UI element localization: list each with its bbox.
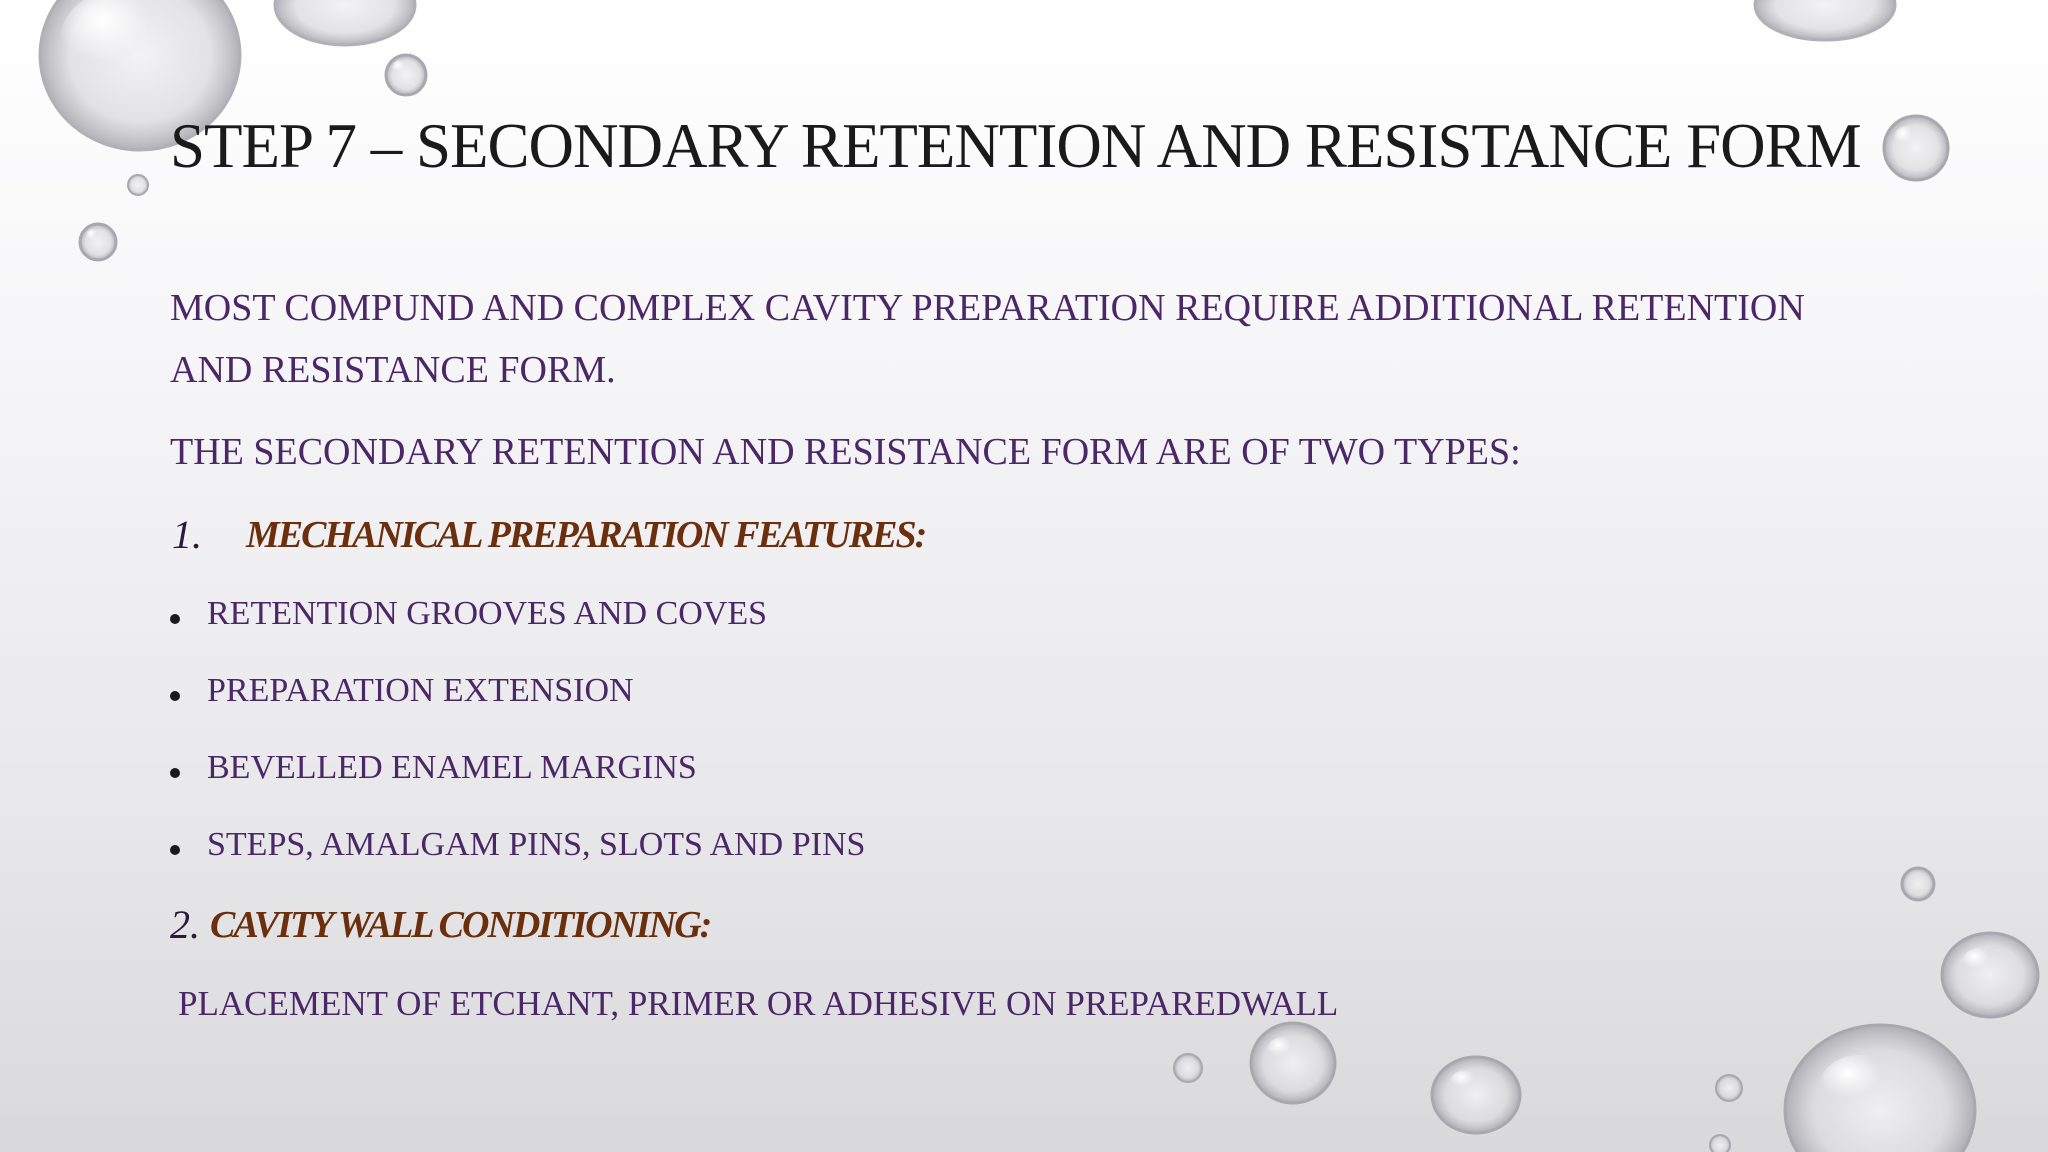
drop [386, 55, 426, 95]
list-item: PREPARATION EXTENSION [207, 672, 634, 709]
section2-heading: CAVITY WALL CONDITIONING: [210, 904, 711, 946]
section2-number: 2. [170, 902, 200, 947]
drop [1251, 1023, 1335, 1103]
bullet-dot [170, 845, 180, 855]
intro-text-line2: AND RESISTANCE FORM. [170, 349, 616, 391]
bullet-dot [170, 614, 180, 624]
drop [1884, 116, 1948, 180]
types-text: THE SECONDARY RETENTION AND RESISTANCE FORM ARE OF TWO TYPES: [170, 431, 1521, 473]
drop [1785, 1025, 1975, 1152]
drop [275, 0, 415, 45]
section2-text: PLACEMENT OF ETCHANT, PRIMER OR ADHESIVE ON PREPAREDWALL [178, 984, 1339, 1023]
drop [128, 175, 148, 195]
list-item: RETENTION GROOVES AND COVES [207, 595, 768, 632]
drop [1174, 1054, 1202, 1082]
drop [1942, 933, 2038, 1017]
slide-title: STEP 7 – SECONDARY RETENTION AND RESISTANCE FORM [170, 111, 1861, 181]
drop [1710, 1135, 1730, 1152]
drop [1902, 868, 1934, 900]
list-item: BEVELLED ENAMEL MARGINS [207, 749, 697, 786]
bullet-dot [170, 691, 180, 701]
section1-heading: MECHANICAL PREPARATION FEATURES: [246, 514, 926, 556]
drop [1432, 1057, 1520, 1133]
bullet-dot [170, 768, 180, 778]
intro-text-line1: MOST COMPUND AND COMPLEX CAVITY PREPARATION REQUIRE ADDITIONAL RETENTION [170, 287, 1805, 329]
drop [1716, 1075, 1742, 1101]
drop [1755, 0, 1895, 40]
drop [80, 224, 116, 260]
section1-number: 1. [172, 512, 202, 557]
list-item: STEPS, AMALGAM PINS, SLOTS AND PINS [207, 826, 866, 863]
